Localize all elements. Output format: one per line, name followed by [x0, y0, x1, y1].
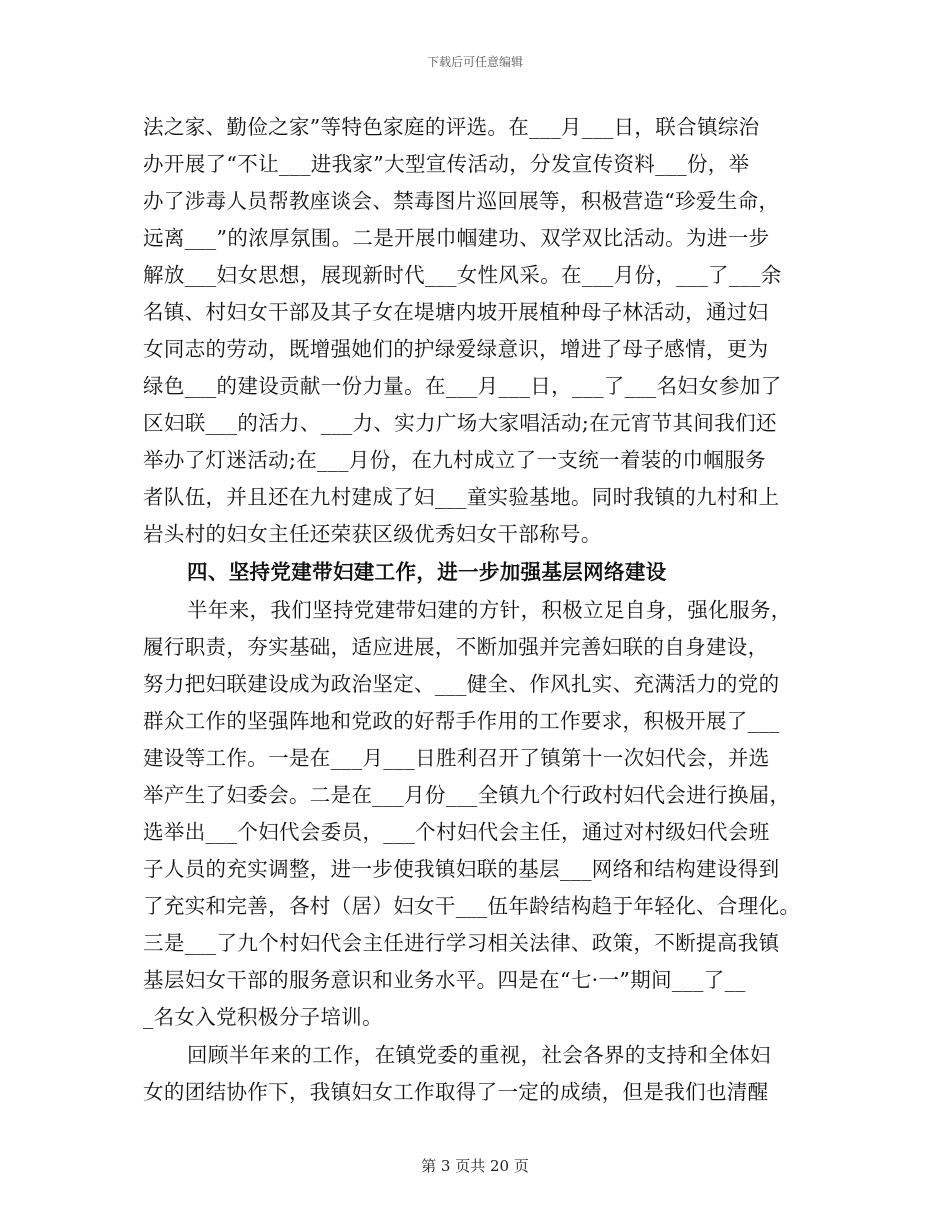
text-line: 法之家、勤俭之家”等特色家庭的评选。在___月___日，联合镇综治: [143, 115, 760, 139]
text-line: 解放___妇女思想，展现新时代___女性风采。在___月份，___了___余: [143, 263, 782, 287]
text-line: 子人员的充实调整，进一步使我镇妇联的基层___网络和结构建设得到: [143, 857, 780, 881]
text-line: 岩头村的妇女主任还荣获区级优秀妇女干部称号。: [143, 522, 602, 546]
page-footer: 第 3 页共 20 页: [421, 1157, 529, 1175]
text-line: 履行职责，夯实基础，适应进展，不断加强并完善妇联的自身建设，: [143, 635, 769, 659]
text-line: 三是___了九个村妇代会主任进行学习相关法律、政策，不断提高我镇: [143, 931, 780, 955]
text-line: 绿色___的建设贡献一份力量。在___月___日，___了___名妇女参加了: [143, 374, 782, 398]
text-line: 女同志的劳动，既增强她们的护绿爱绿意识，增进了母子感情，更为: [143, 337, 769, 361]
text-line: 基层妇女干部的服务意识和业务水平。四是在“七·一”期间___了__: [143, 968, 746, 992]
text-line: 名镇、村妇女干部及其子女在堤塘内坡开展植种母子林活动，通过妇: [143, 300, 769, 324]
text-line: 办开展了“不让___进我家”大型宣传活动，分发宣传资料___份，举: [143, 152, 750, 176]
text-line: 者队伍，并且还在九村建成了妇___童实验基地。同时我镇的九村和上: [143, 485, 780, 509]
text-line: 举办了灯迷活动;在___月份，在九村成立了一支统一着装的巾帼服务: [143, 448, 766, 472]
text-line: 选举出___个妇代会委员，___个村妇代会主任，通过对村级妇代会班: [143, 820, 770, 844]
text-line: 建设等工作。一是在___月___日胜利召开了镇第十一次妇代会，并选: [143, 746, 770, 770]
text-line: 群众工作的坚强阵地和党政的好帮手作用的工作要求，积极开展了___: [143, 709, 780, 733]
text-line: 远离___”的浓厚氛围。二是开展巾帼建功、双学双比活动。为进一步: [143, 226, 770, 250]
text-line: 区妇联___的活力、___力、实力广场大家唱活动;在元宵节其间我们还: [143, 411, 777, 435]
text-line: 举产生了妇委会。二是在___月份___全镇九个行政村妇代会进行换届，: [143, 783, 791, 807]
text-line: 半年来，我们坚持党建带妇建的方针，积极立足自身，强化服务，: [187, 598, 792, 622]
text-line: 办了涉毒人员帮教座谈会、禁毒图片巡回展等，积极营造“珍爱生命，: [143, 189, 780, 213]
text-line: 女的团结协作下，我镇妇女工作取得了一定的成绩，但是我们也清醒: [143, 1080, 769, 1104]
text-line: 回顾半年来的工作，在镇党委的重视，社会各界的支持和全体妇: [187, 1043, 771, 1067]
text-line: _名女入党积极分子培训。: [143, 1005, 383, 1029]
text-line: 努力把妇联建设成为政治坚定、___健全、作风扎实、充满活力的党的: [143, 672, 780, 696]
text-line: 了充实和完善，各村（居）妇女干___伍年龄结构趋于年轻化、合理化。: [143, 894, 801, 918]
page-header: 下载后可任意编辑: [426, 55, 523, 69]
section-heading: 四、坚持党建带妇建工作，进一步加强基层网络建设: [187, 560, 667, 584]
